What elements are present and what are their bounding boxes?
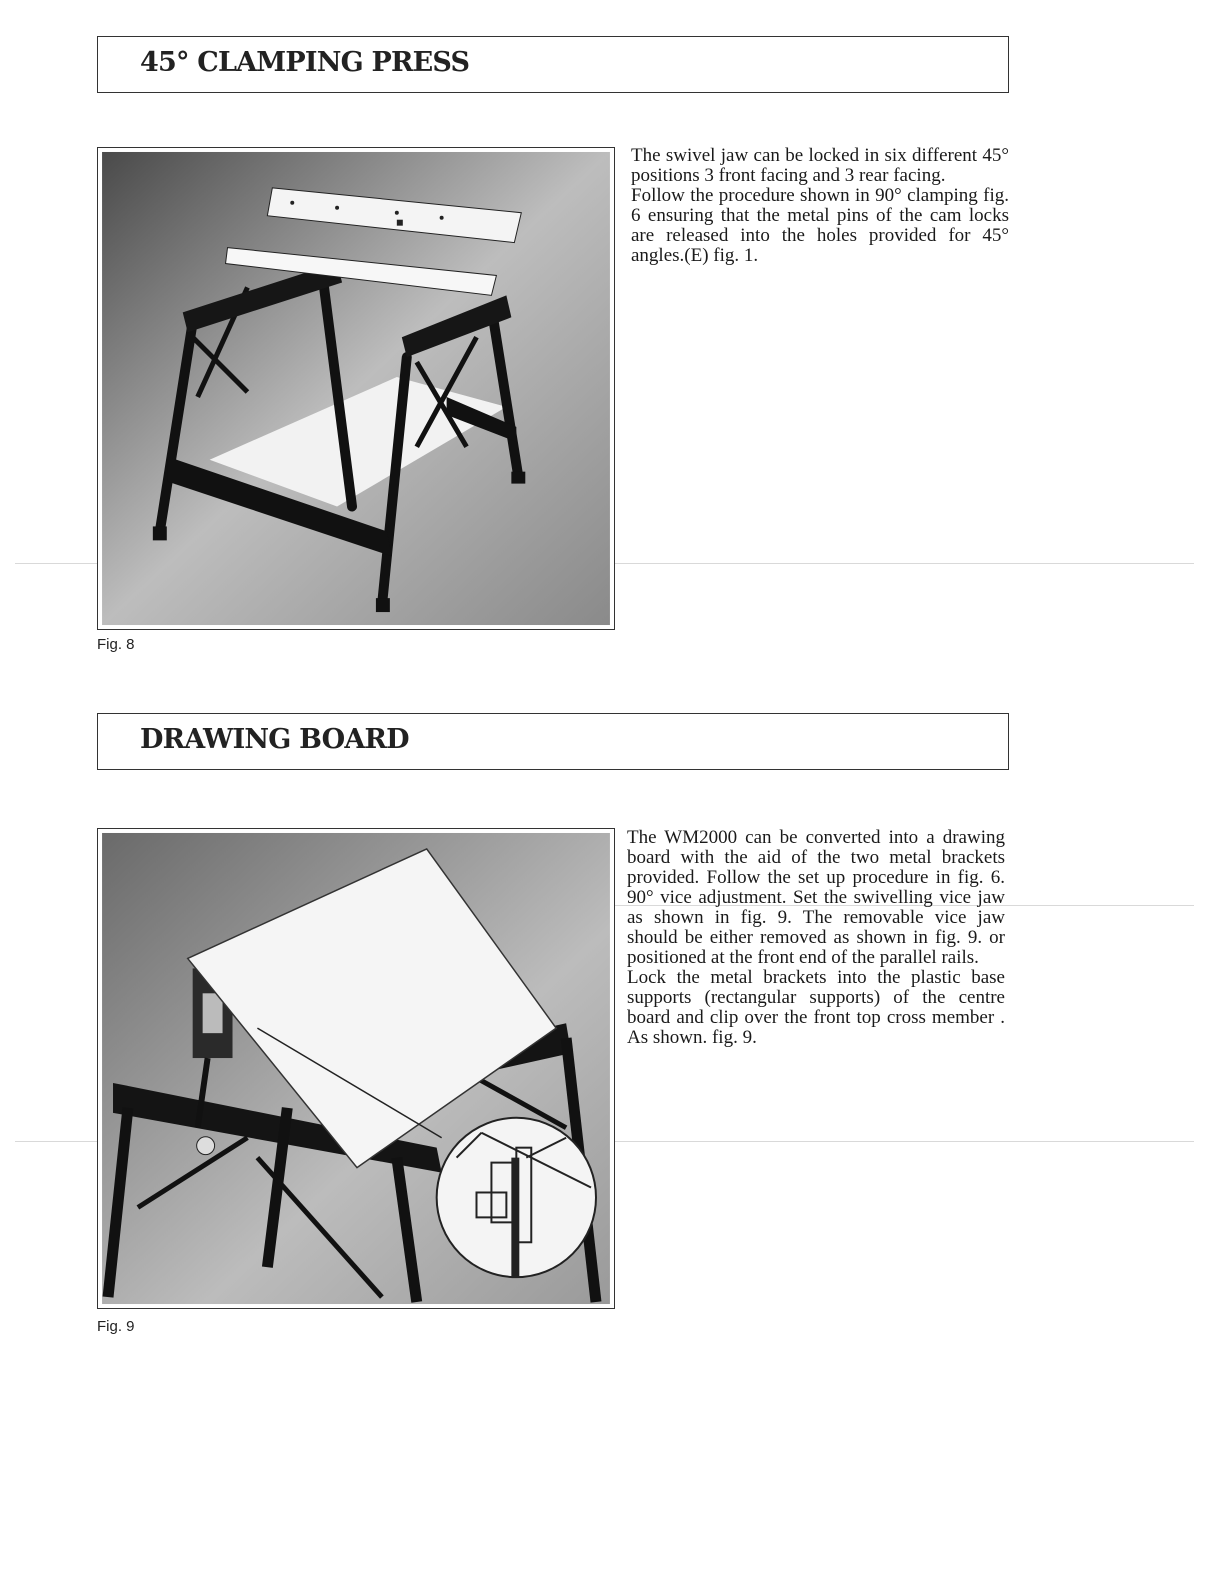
section-1-text [631,146,1009,266]
figure-8-photo [97,147,615,630]
section-header-clamping-press [97,36,1009,93]
section-title: DRAWING BOARD [140,724,409,755]
figure-8-caption: Fig. 8 [97,636,135,653]
workbench-clamping-illustration [98,148,614,629]
section-2-text [627,828,1005,1048]
figure-9-photo [97,828,615,1309]
paragraph: The WM2000 can be converted into a drawing board with the aid of the two metal brackets provided. Follow the set up procedure in fig. 6. 90° vice adjustment. Set the swivelling vice jaw as shown in fig. 9. The removable vice jaw should be either removed as shown in fig. 9. or positioned at the front end of the parallel rails. [627,827,1005,968]
section-title: 45° CLAMPING PRESS [140,47,470,78]
figure-9-caption: Fig. 9 [97,1318,135,1335]
paragraph: Lock the metal brackets into the plastic base supports (rectangular supports) of the centre board and clip over the front top cross member . As shown. fig. 9. [627,967,1005,1048]
section-header-drawing-board [97,713,1009,770]
workbench-drawing-board-illustration [98,829,614,1308]
paragraph: Follow the procedure shown in 90° clamping fig. 6 ensuring that the metal pins of the cam locks are released into the holes provided for 45° angles.(E) fig. 1. [631,185,1009,266]
paragraph: The swivel jaw can be locked in six different 45° positions 3 front facing and 3 rear facing. [631,145,1009,186]
